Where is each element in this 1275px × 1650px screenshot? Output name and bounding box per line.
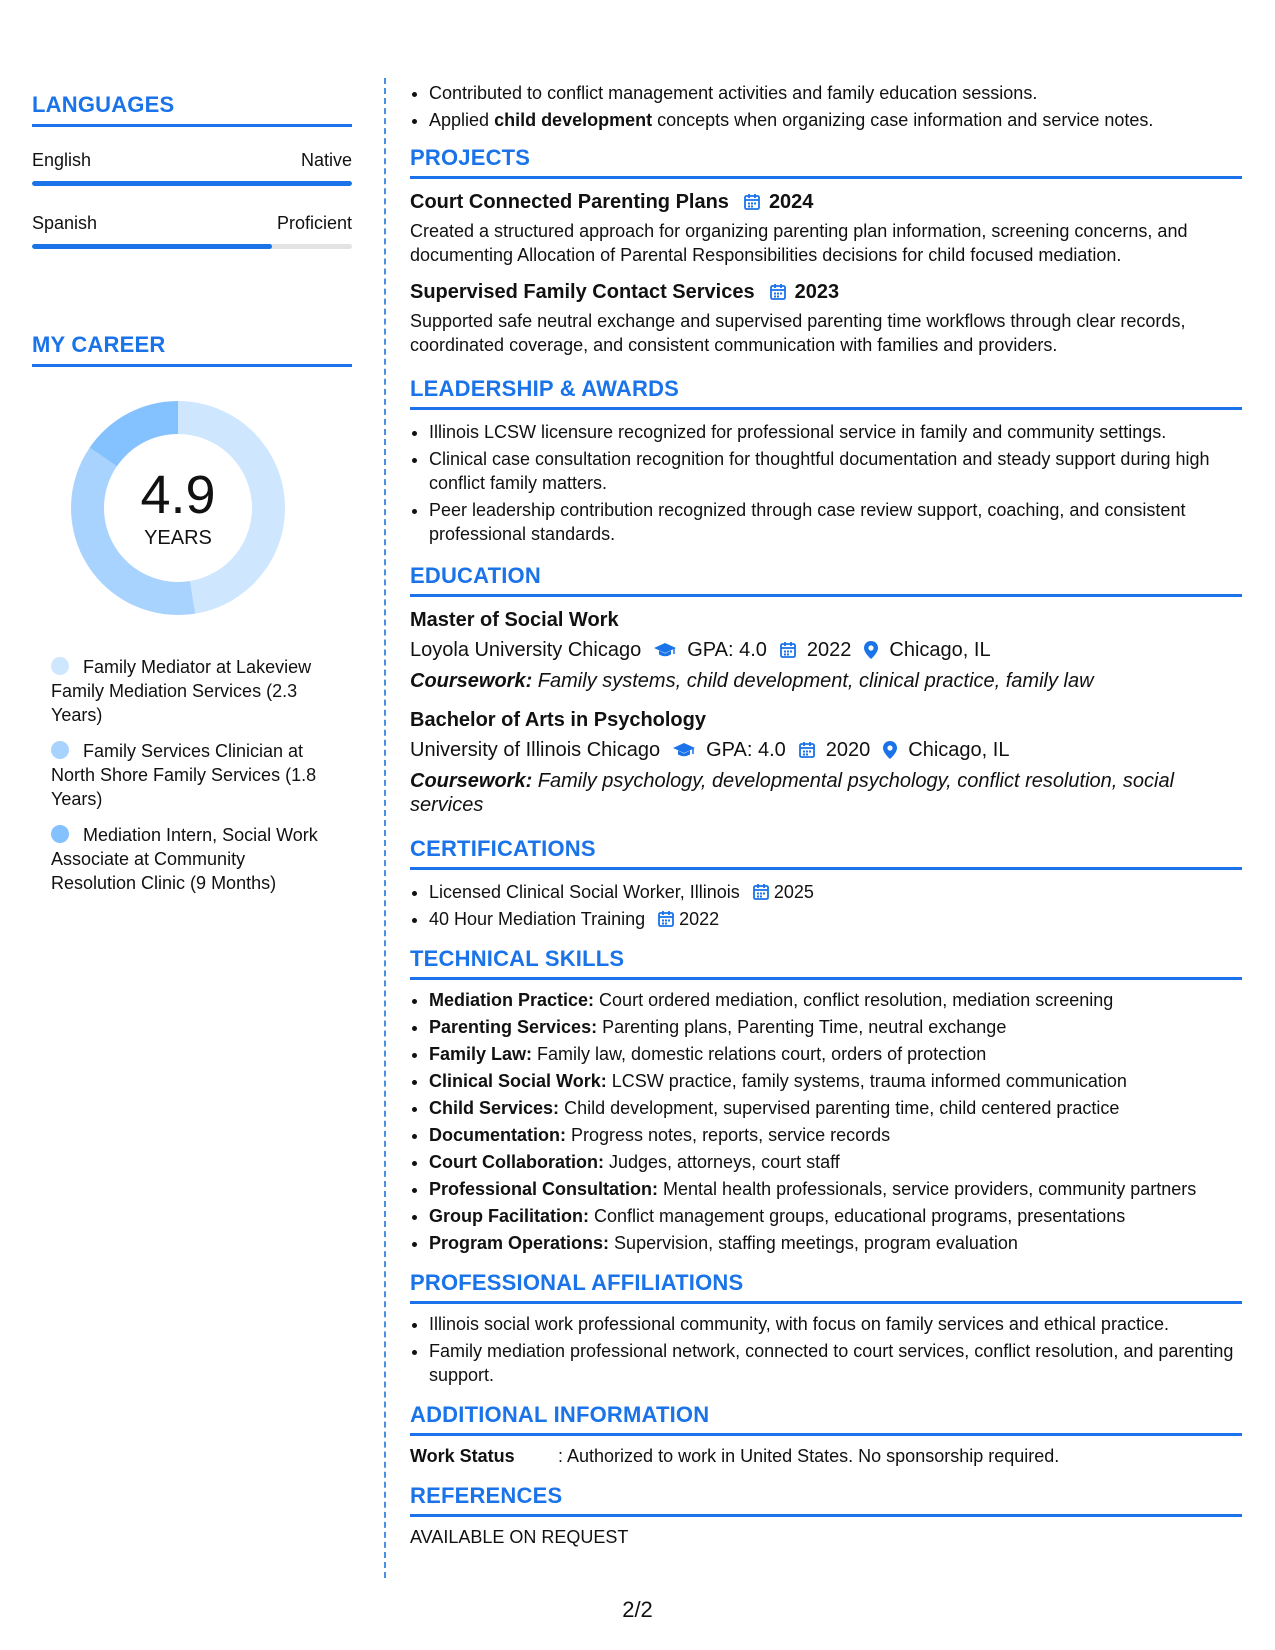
language-name: English xyxy=(32,150,92,170)
work-status-value: : Authorized to work in United States. No sponsorship required. xyxy=(558,1446,1060,1466)
career-legend-item xyxy=(51,655,331,727)
grad-year: 2020 xyxy=(825,739,871,761)
legend-dot-icon xyxy=(51,741,69,759)
calendar-icon xyxy=(743,193,761,211)
language-row xyxy=(32,149,352,186)
project-desc: Created a structured approach for organizing parenting plan information, screening concerns, and documenting Allocation of Parental Responsibilities decisions for child focused mediation. xyxy=(410,221,1188,265)
career-total-unit: YEARS xyxy=(144,526,212,549)
project-item xyxy=(410,189,1242,267)
language-bar-fill xyxy=(32,244,272,249)
project-name: Supervised Family Contact Services xyxy=(410,281,755,303)
language-bar xyxy=(32,181,352,186)
skill-item: • Parenting Services: Parenting plans, Parenting Time, neutral exchange xyxy=(429,1015,1242,1039)
languages-title: LANGUAGES xyxy=(32,92,352,127)
certification-item: • 40 Hour Mediation Training 2022 xyxy=(429,907,1242,931)
legend-dot-icon xyxy=(51,825,69,843)
experience-bullets xyxy=(410,81,1242,132)
skill-item: • Group Facilitation: Conflict management groups, educational programs, presentations xyxy=(429,1204,1242,1228)
affiliation-item: • Illinois social work professional community, with focus on family services and ethical practice. xyxy=(429,1312,1242,1336)
career-legend-label: Family Services Clinician at North Shore Family Services (1.8 Years) xyxy=(51,741,317,809)
career-section xyxy=(32,332,352,907)
leadership-item: • Illinois LCSW licensure recognized for professional service in family and community settings. xyxy=(429,420,1242,444)
leadership-item: • Peer leadership contribution recognized through case review support, coaching, and consistent professional standards. xyxy=(429,498,1242,546)
career-legend-label: Mediation Intern, Social Work Associate at Community Resolution Clinic (9 Months) xyxy=(51,825,318,893)
gpa: GPA: 4.0 xyxy=(687,639,767,661)
work-status-label: Work Status xyxy=(410,1446,515,1466)
languages-list xyxy=(32,149,352,249)
location: Chicago, IL xyxy=(908,739,1010,761)
certification-item: • Licensed Clinical Social Worker, Illinois 2025 xyxy=(429,880,1242,904)
career-title: MY CAREER xyxy=(32,332,352,367)
school-name: Loyola University Chicago xyxy=(410,639,642,661)
career-legend-item xyxy=(51,823,331,895)
degree-name: Bachelor of Arts in Psychology xyxy=(410,709,706,731)
school-name: University of Illinois Chicago xyxy=(410,739,661,761)
skill-item: • Child Services: Child development, supervised parenting time, child centered practice xyxy=(429,1096,1242,1120)
affiliations-list xyxy=(410,1312,1242,1387)
column-divider xyxy=(384,78,386,1578)
affiliation-item: • Family mediation professional network, connected to court services, conflict resolution, and parenting support. xyxy=(429,1339,1242,1387)
leadership-list xyxy=(410,420,1242,546)
education-item xyxy=(410,607,1242,693)
certifications-title: CERTIFICATIONS xyxy=(410,837,1242,870)
career-legend-label: Family Mediator at Lakeview Family Mediation Services (2.3 Years) xyxy=(51,657,312,725)
skill-item: • Documentation: Progress notes, reports, service records xyxy=(429,1123,1242,1147)
leadership-item: • Clinical case consultation recognition for thoughtful documentation and steady support during high conflict family matters. xyxy=(429,447,1242,495)
skill-item: • Clinical Social Work: LCSW practice, family systems, trauma informed communication xyxy=(429,1069,1242,1093)
project-name: Court Connected Parenting Plans xyxy=(410,191,729,213)
language-bar xyxy=(32,244,352,249)
skill-item: • Court Collaboration: Judges, attorneys, court staff xyxy=(429,1150,1242,1174)
project-year: 2023 xyxy=(794,281,840,303)
coursework: Coursework: Family systems, child development, clinical practice, family law xyxy=(410,670,1094,692)
work-status-row xyxy=(410,1444,1242,1468)
language-level: Native xyxy=(300,150,352,170)
language-name: Spanish xyxy=(32,213,98,233)
career-legend xyxy=(32,655,331,895)
experience-bullet: • Contributed to conflict management activities and family education sessions. xyxy=(429,81,1242,105)
skill-item: • Professional Consultation: Mental health professionals, service providers, community partners xyxy=(429,1177,1242,1201)
main-column xyxy=(410,78,1242,1549)
page-number: 2/2 xyxy=(622,1597,653,1622)
location-pin-icon xyxy=(863,640,879,660)
certifications-list xyxy=(410,880,1242,931)
calendar-icon xyxy=(657,910,675,928)
skills-list xyxy=(410,988,1242,1255)
project-year: 2024 xyxy=(768,191,814,213)
location: Chicago, IL xyxy=(889,639,991,661)
gpa: GPA: 4.0 xyxy=(706,739,786,761)
career-legend-item xyxy=(51,739,331,811)
experience-bullet: • Applied child development concepts when organizing case information and service notes. xyxy=(429,108,1242,132)
skill-item: • Mediation Practice: Court ordered mediation, conflict resolution, mediation screening xyxy=(429,988,1242,1012)
affiliations-title: PROFESSIONAL AFFILIATIONS xyxy=(410,1271,1242,1304)
calendar-icon xyxy=(752,883,770,901)
grad-year: 2022 xyxy=(806,639,852,661)
education-title: EDUCATION xyxy=(410,564,1242,597)
skills-title: TECHNICAL SKILLS xyxy=(410,947,1242,980)
references-title: REFERENCES xyxy=(410,1484,1242,1517)
additional-title: ADDITIONAL INFORMATION xyxy=(410,1403,1242,1436)
project-desc: Supported safe neutral exchange and supervised parenting time workflows through clear records, coordinated coverage, and consistent communication with families and providers. xyxy=(410,311,1186,355)
references-text: AVAILABLE ON REQUEST xyxy=(410,1527,629,1547)
language-bar-fill xyxy=(32,181,352,186)
calendar-icon xyxy=(769,283,787,301)
education-item xyxy=(410,707,1242,817)
skill-item: • Family Law: Family law, domestic relations court, orders of protection xyxy=(429,1042,1242,1066)
calendar-icon xyxy=(798,741,816,759)
calendar-icon xyxy=(779,641,797,659)
project-item xyxy=(410,279,1242,357)
legend-dot-icon xyxy=(51,657,69,675)
coursework: Coursework: Family psychology, developmental psychology, conflict resolution, social services xyxy=(410,770,1175,816)
language-level: Proficient xyxy=(276,213,352,233)
languages-section xyxy=(32,92,352,275)
location-pin-icon xyxy=(882,740,898,760)
leadership-title: LEADERSHIP & AWARDS xyxy=(410,377,1242,410)
degree-name: Master of Social Work xyxy=(410,609,619,631)
projects-title: PROJECTS xyxy=(410,146,1242,179)
skill-item: • Program Operations: Supervision, staffing meetings, program evaluation xyxy=(429,1231,1242,1255)
career-donut xyxy=(32,395,352,645)
language-row xyxy=(32,212,352,249)
graduation-cap-icon xyxy=(672,741,696,759)
graduation-cap-icon xyxy=(653,641,677,659)
career-total-value: 4.9 xyxy=(140,464,216,525)
